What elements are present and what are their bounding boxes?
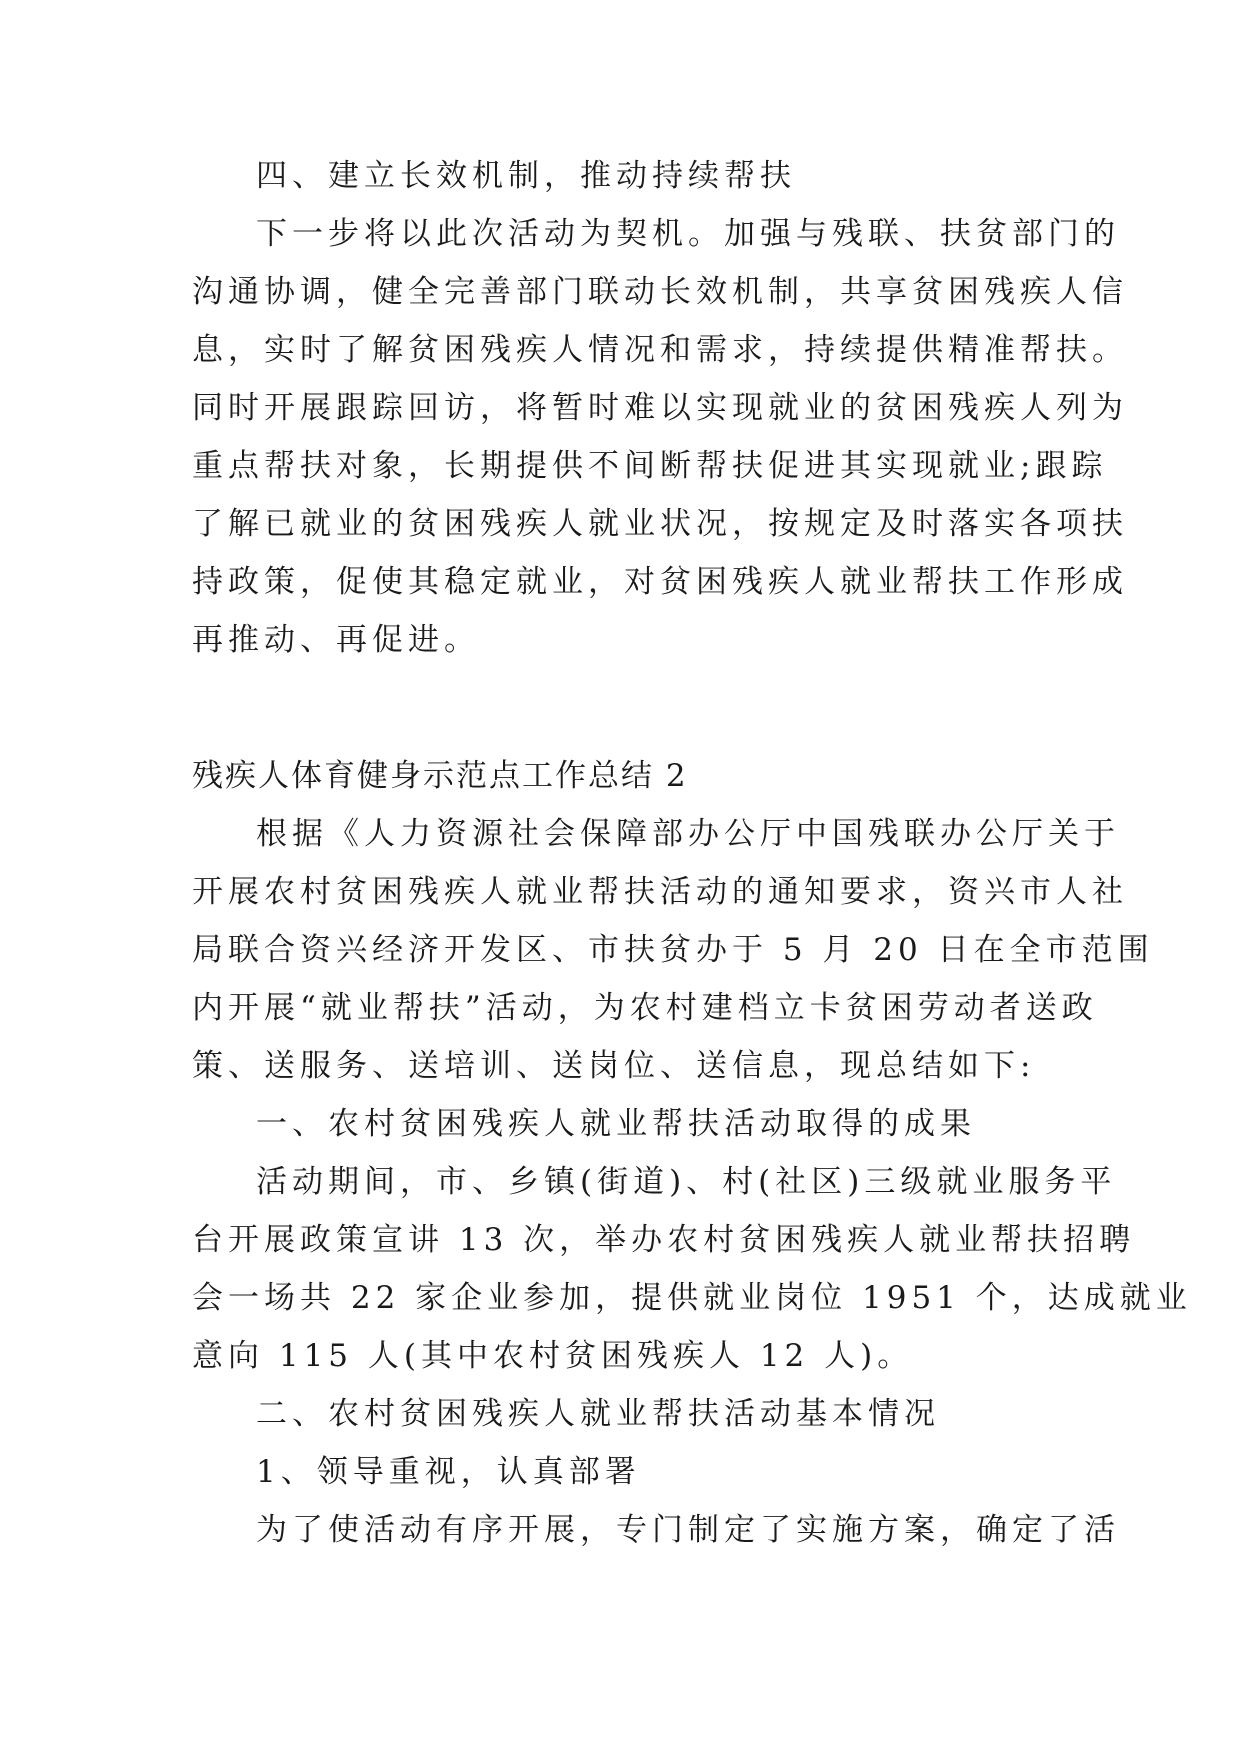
paragraph-line: 策、送服务、送培训、送岗位、送信息，现总结如下: [192, 1048, 1036, 1084]
paragraph-line: 内开展“就业帮扶”活动，为农村建档立卡贫困劳动者送政 [192, 990, 1098, 1026]
section-heading: 四、建立长效机制，推动持续帮扶 [256, 158, 796, 194]
paragraph-line: 意向 115 人(其中农村贫困残疾人 12 人)。 [192, 1338, 914, 1374]
paragraph-line: 沟通协调，健全完善部门联动长效机制，共享贫困残疾人信 [192, 274, 1128, 310]
section-long-term-mechanism [192, 156, 1128, 660]
text-column [192, 156, 1192, 1568]
paragraph-line: 息，实时了解贫困残疾人情况和需求，持续提供精准帮扶。 [192, 332, 1128, 368]
paragraph-line: 会一场共 22 家企业参加，提供就业岗位 1951 个，达成就业 [192, 1280, 1192, 1316]
paragraph-line: 同时开展跟踪回访，将暂时难以实现就业的贫困残疾人列为 [192, 390, 1128, 426]
paragraph-line: 再推动、再促进。 [192, 622, 480, 658]
section-heading: 二、农村贫困残疾人就业帮扶活动基本情况 [256, 1396, 940, 1432]
paragraph-line: 开展农村贫困残疾人就业帮扶活动的通知要求，资兴市人社 [192, 874, 1128, 910]
paragraph-line: 持政策，促使其稳定就业，对贫困残疾人就业帮扶工作形成 [192, 564, 1128, 600]
paragraph-line: 台开展政策宣讲 13 次，举办农村贫困残疾人就业帮扶招聘 [192, 1222, 1136, 1258]
paragraph-line: 活动期间，市、乡镇(街道)、村(社区)三级就业服务平 [256, 1164, 1117, 1200]
paragraph-line: 重点帮扶对象，长期提供不间断帮扶促进其实现就业;跟踪 [192, 448, 1108, 484]
paragraph-line: 局联合资兴经济开发区、市扶贫办于 5 月 20 日在全市范围 [192, 932, 1154, 968]
document-title: 残疾人体育健身示范点工作总结 2 [192, 758, 688, 794]
section-summary-2 [192, 756, 1192, 1550]
subsection-heading: 1、领导重视，认真部署 [256, 1454, 641, 1490]
section-heading: 一、农村贫困残疾人就业帮扶活动取得的成果 [256, 1106, 976, 1142]
paragraph-line: 根据《人力资源社会保障部办公厅中国残联办公厅关于 [256, 816, 1120, 852]
paragraph-line: 为了使活动有序开展，专门制定了实施方案，确定了活 [256, 1512, 1120, 1548]
paragraph-line: 下一步将以此次活动为契机。加强与残联、扶贫部门的 [256, 216, 1120, 252]
paragraph-line: 了解已就业的贫困残疾人就业状况，按规定及时落实各项扶 [192, 506, 1128, 542]
